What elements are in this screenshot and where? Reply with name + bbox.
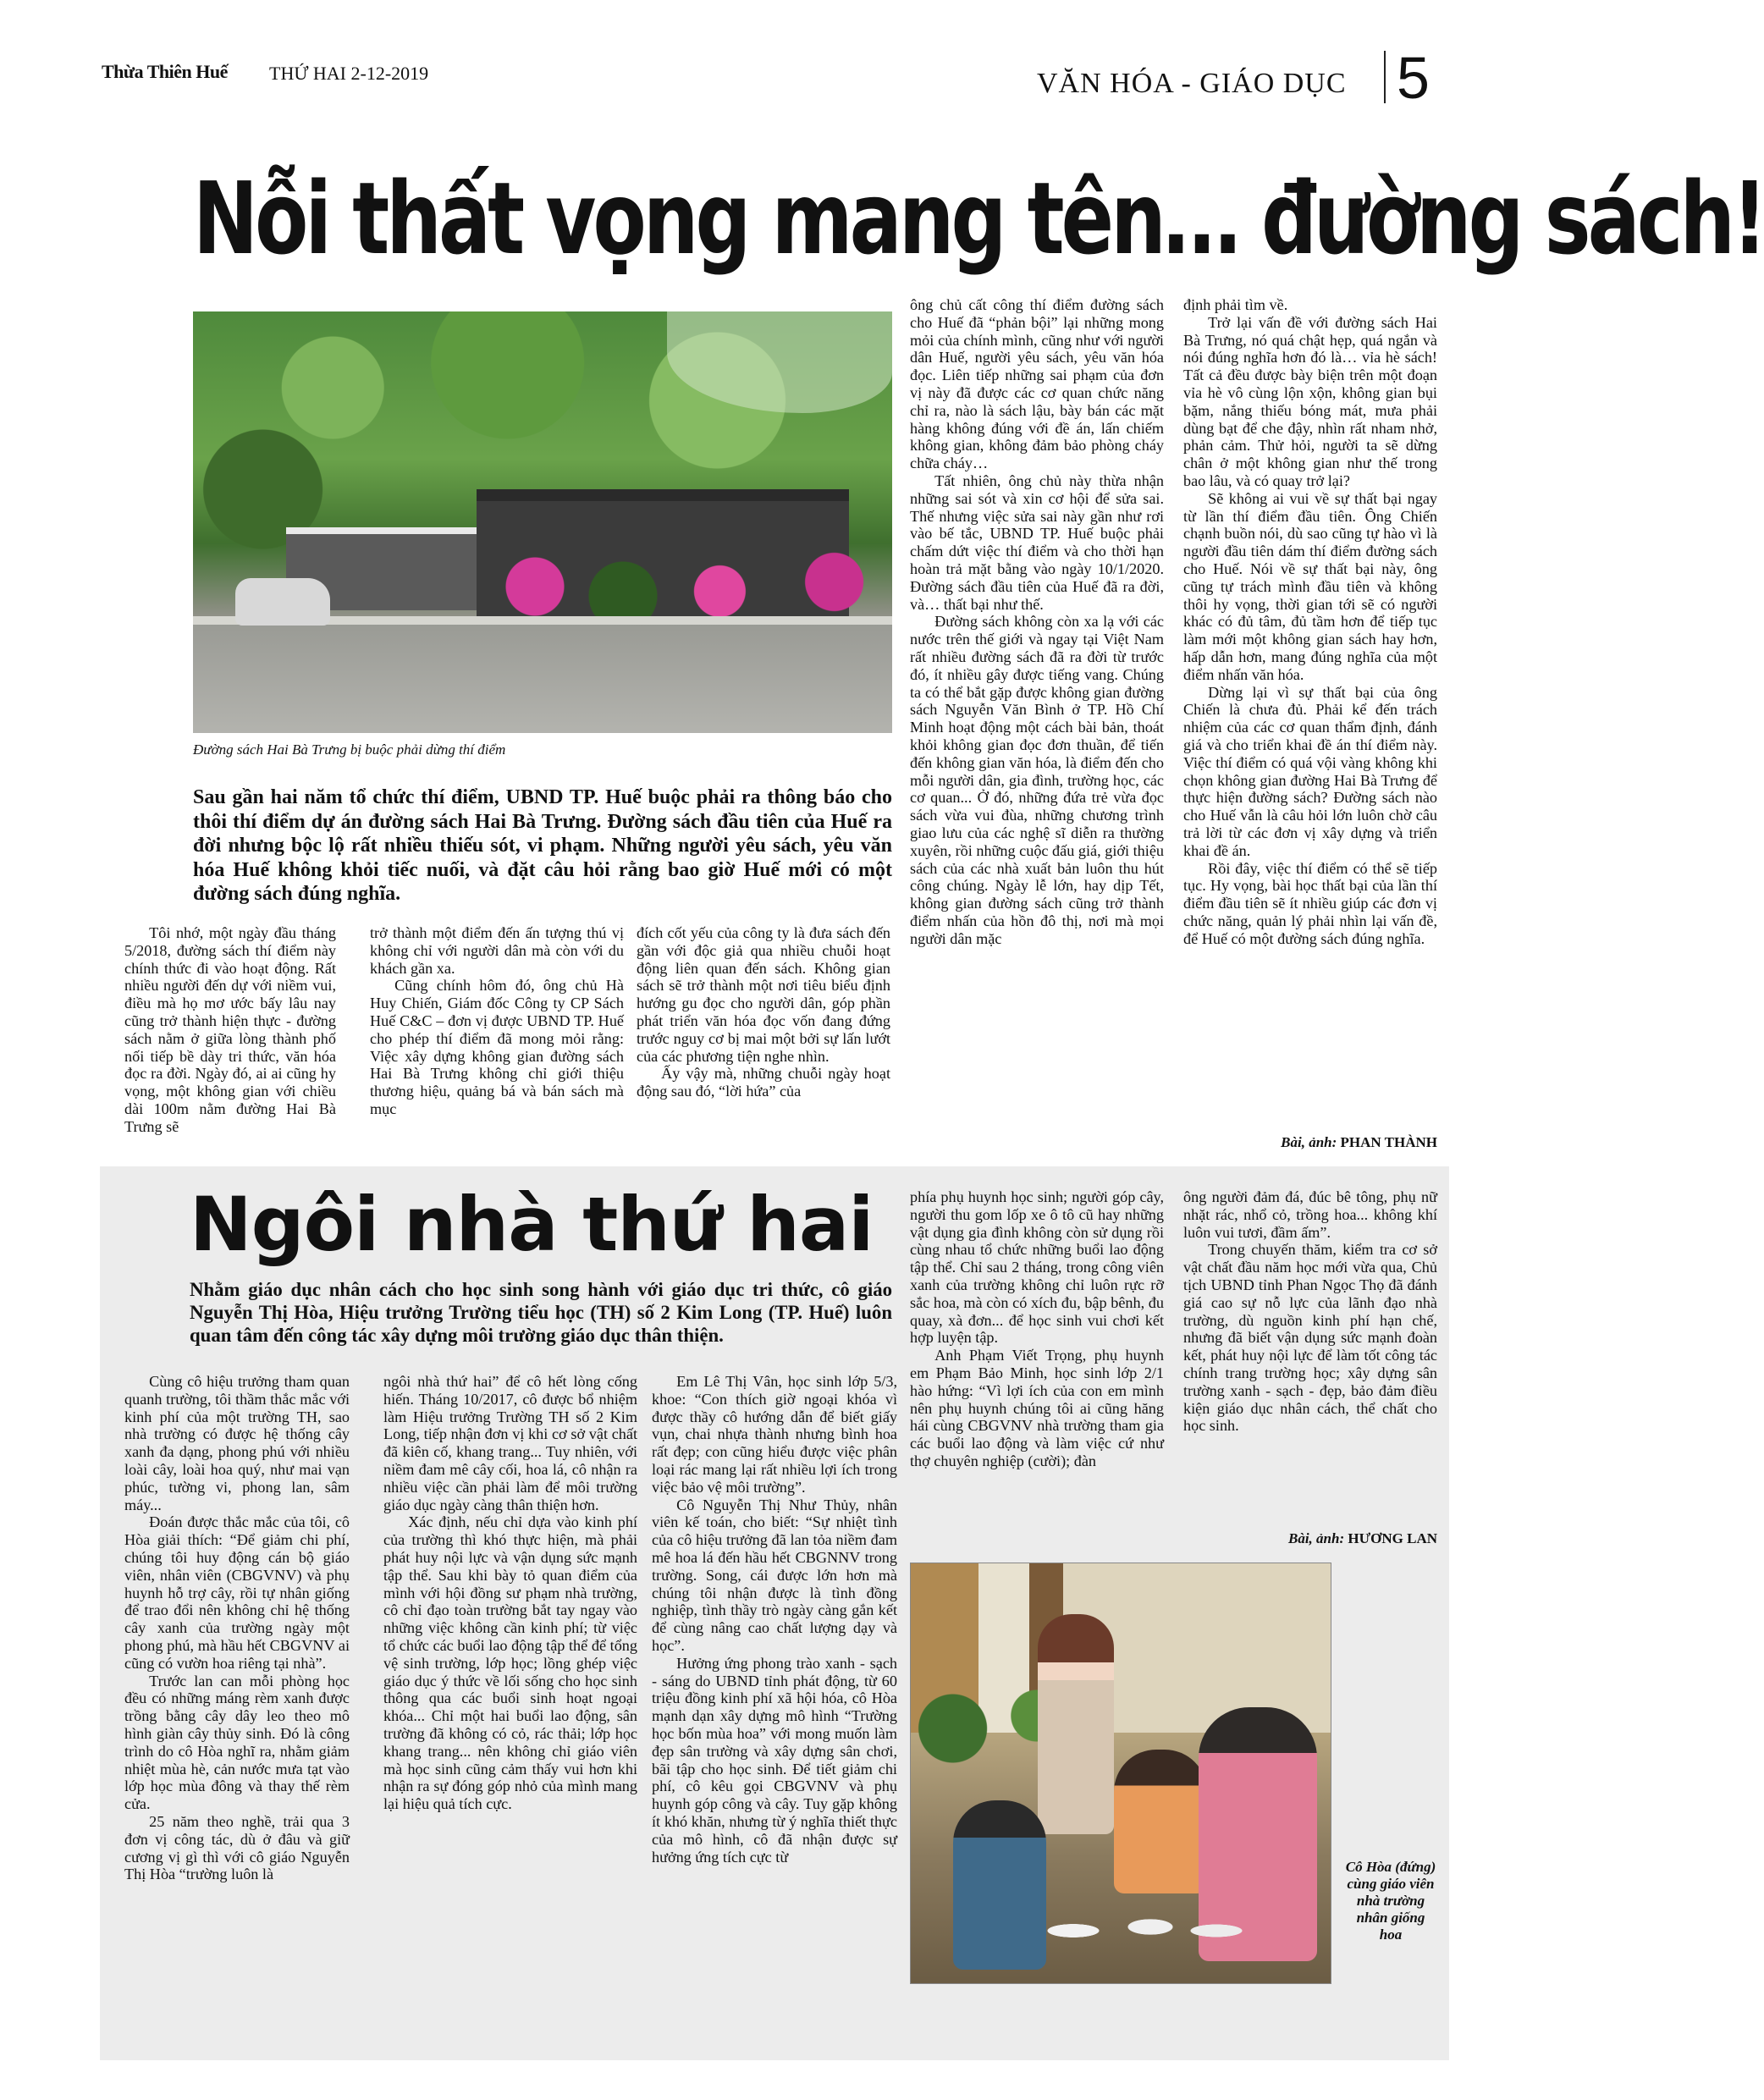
paragraph: Tôi nhớ, một ngày đầu tháng 5/2018, đường sách thí điểm này chính thức đi vào hoạt động. Rất nhiều người đến dự với niềm vui, điều mà họ mơ ước bấy lâu nay cũng trở thành hiện thực - đường sách nằm ở giữa lòng thành phố nối tiếp bề dày tri thức, văn hóa đọc ra đời. Ngày đó, ai ai cũng hy vọng, một không gian với chiều dài 100m nằm đường Hai Bà Trưng sẽ [124,924,336,1135]
header-divider [1384,51,1386,103]
paragraph: Trong chuyến thăm, kiểm tra cơ sở vật chất đầu năm học mới vừa qua, Chủ tịch UBND tỉnh Phan Ngọc Thọ đã đánh giá cao sự nỗ lực của lãnh đạo nhà trường, dù nguồn kinh phí hạn chế, nhưng đã biết vận dụng sức mạnh đoàn kết, phát huy nội lực để làm tốt công tác chính trang trường học; xây dựng sân trường xanh - sạch - đẹp, bảo đảm điều kiện giáo dục nhân cách, thể chất cho học sinh. [1183,1241,1437,1435]
byline-author: PHAN THÀNH [1340,1134,1437,1150]
article1-photo-caption: Đường sách Hai Bà Trưng bị buộc phải dừng thí điểm [193,741,506,758]
paragraph: Xác định, nếu chỉ dựa vào kinh phí của trường thì khó thực hiện, mà phải phát huy nội lực và vận dụng sức mạnh tập thể. Sau khi bày tỏ quan điểm của mình với hội đồng sư phạm nhà trường, cô chỉ đạo toàn trường bắt tay ngay vào những việc không cần kinh phí; từ việc tổ chức các buổi lao động tập thể để tổng vệ sinh trường, lớp học; lồng ghép việc giáo dục ý thức về lối sống cho học sinh thông qua các buổi sinh hoạt ngoại khóa... Chỉ một hai buổi lao động, sân trường đã không có cỏ, rác thải; lớp học khang trang... nên không chỉ giáo viên mà học sinh cũng cảm thấy vui hơn khi nhận ra sự đóng góp nhỏ của mình mang lại hiệu quả tích cực. [383,1513,637,1813]
issue-date: THỨ HAI 2-12-2019 [269,63,429,84]
section-title: VĂN HÓA - GIÁO DỤC [1037,68,1347,99]
paragraph: Rồi đây, việc thí điểm có thể sẽ tiếp tục. Hy vọng, bài học thất bại của lần thí điểm đầu tiên sẽ ít nhiều giúp các đơn vị chức năng, quản lý phải nhìn lại vấn đề, để Huế có một đường sách đúng nghĩa. [1183,859,1437,947]
paragraph: Em Lê Thị Vân, học sinh lớp 5/3, khoe: “Con thích giờ ngoại khóa vì được thầy cô hướng dẫn để biết giấy vụn, chai nhựa thành nhưng bình hoa rất đẹp; con cũng hiểu được việc phân loại rác mang lại rất nhiều lợi ích trong việc bảo vệ môi trường”. [652,1373,897,1496]
paragraph: phía phụ huynh học sinh; người góp cây, người thu gom lốp xe ô tô cũ hay những vật dụng gia đình không còn sử dụng rồi cùng nhau tổ chức những buổi lao động tập thể. Chỉ sau 2 tháng, trong công viên xanh của trường không chỉ luôn rực rỡ sắc hoa, mà còn có xích đu, bập bênh, đu quay, xà đơn... để học sinh vui chơi kết hợp luyện tập. [910,1188,1164,1347]
paragraph: Tất nhiên, ông chủ này thừa nhận những sai sót và xin cơ hội để sửa sai. Thế nhưng việc sửa sai này gần như rơi vào bế tắc, UBND TP. Huế buộc phải chấm dứt việc thí điểm và cho thời hạn hoàn trả mặt bằng vào ngày 10/1/2020. Đường sách đầu tiên của Huế đã ra đời, và… thất bại như thế. [910,471,1164,613]
paragraph: ông người đảm đá, đúc bê tông, phụ nữ nhặt rác, nhổ cỏ, trồng hoa... không khí luôn vui tươi, đầm ấm”. [1183,1188,1437,1241]
paragraph: Trước lan can mỗi phòng học đều có những máng rèm xanh được trồng bằng cây dây leo theo mô hình giàn cây thủy sinh. Đó là công trình do cô Hòa nghĩ ra, nhằm giảm nhiệt mùa hè, cản nước mưa tạt vào lớp học mùa đông và thay thế rèm cửa. [124,1672,350,1813]
article2-photo [910,1563,1331,1984]
paragraph: Cũng chính hôm đó, ông chủ Hà Huy Chiến, Giám đốc Công ty CP Sách Huế C&C – đơn vị được UBND TP. Huế cho phép thí điểm đã mong mỏi rằng: Việc xây dựng không gian đường sách Hai Bà Trưng không chỉ giới thiệu thương hiệu, quảng bá và bán sách mà mục [370,977,624,1117]
article2-photo-caption: Cô Hòa (đứng) cùng giáo viên nhà trường nhân giống hoa [1345,1859,1436,1943]
newspaper-name: Thừa Thiên Huế [102,61,228,82]
article1-column-1 [124,924,336,1136]
article1-photo [193,311,892,733]
paragraph: 25 năm theo nghề, trải qua 3 đơn vị công tác, dù ở đâu và giữ cương vị gì thì với cô giáo Nguyễn Thị Hòa “trường luôn là [124,1812,350,1883]
article1-headline: Nỗi thất vọng mang tên… đường sách! [193,160,1764,277]
paragraph: Đường sách không còn xa lạ với các nước trên thế giới và ngay tại Việt Nam rất nhiều đường sách đã ra đời từ trước đó, ít nhiều gây được tiếng vang. Chúng ta có thể bắt gặp được không gian đường sách Nguyễn Văn Bình ở TP. Hồ Chí Minh hoạt động một cách bài bản, thoát khỏi không gian đọc đơn thuần, để tiến đến không gian văn hóa, là điểm đến cho mỗi người dân, gia đình, trường học, các cơ quan... Ở đó, những đứa trẻ vừa đọc sách vừa vui đùa, những chương trình giao lưu của các nghệ sĩ diễn ra thường xuyên, rồi những cuộc đấu giá, giới thiệu sách của các nhà xuất bản luôn thu hút công chúng. Ngày lễ lớn, hay dịp Tết, không gian đường sách cũng trở thành điểm nhấn của hồn đô thị, nơi mà mọi người dân mặc [910,613,1164,947]
paragraph: ông chủ cất công thí điểm đường sách cho Huế đã “phản bội” lại những mong mỏi của chính mình, cũng như với người dân Huế, người yêu sách, yêu văn hóa đọc. Liên tiếp những sai phạm của đơn vị này đã được các cơ quan chức năng chỉ ra, nào là sách lậu, bày bán các mặt hàng không đúng với đề án, lấn chiếm không gian, không đảm bảo phòng cháy chữa cháy… [910,296,1164,472]
paragraph: Sẽ không ai vui về sự thất bại ngay từ lần thí điểm đầu tiên. Ông Chiến chạnh buồn nói, dù sao cũng tự hào vì là người đầu tiên dám thí điểm đường sách cho Huế. Nói về sự thất bại này, ông cũng tự trách mình đầu tiên và không thôi hy vọng, thời gian tới sẽ có người khác có đủ tâm, đủ tầm hơn để tiếp tục làm mới một không gian sách hay hơn, hấp dẫn hơn, mang đúng nghĩa của một điểm nhấn văn hóa. [1183,489,1437,683]
paragraph: Anh Phạm Viết Trọng, phụ huynh em Phạm Bảo Minh, học sinh lớp 2/1 hào hứng: “Vì lợi ích của con em mình nên phụ huynh chúng tôi ai cũng hăng hái cùng CBGVNV nhà trường tham gia các buổi lao động và làm việc cứ như thợ chuyên nghiệp (cười); đàn [910,1347,1164,1469]
paragraph: Đoán được thắc mắc của tôi, cô Hòa giải thích: “Để giảm chi phí, chúng tôi huy động cán bộ giáo viên, nhân viên (CBGVNV) và phụ huynh hỗ trợ cây, rồi tự nhân giống để trao đổi nên không chỉ hệ thống cây xanh của trường ngày một phong phú, mà hầu hết CBGVNV ai cũng có vườn hoa riêng tại nhà”. [124,1513,350,1672]
byline-label: Bài, ảnh: [1281,1134,1337,1150]
paragraph: Hưởng ứng phong trào xanh - sạch - sáng do UBND tỉnh phát động, từ 60 triệu đồng kinh phí xã hội hóa, cô Hòa mạnh dạn xây dựng mô hình “Trường học bốn mùa hoa” với mong muốn làm đẹp sân trường và xây dựng sân chơi, bãi tập cho học sinh. Để tiết giảm chi phí, cô kêu gọi CBGVNV và phụ huynh góp công và cây. Tuy gặp không ít khó khăn, nhưng từ ý nghĩa thiết thực của mô hình, cô đã nhận được sự hưởng ứng tích cực từ [652,1654,897,1866]
paragraph: Trở lại vấn đề với đường sách Hai Bà Trưng, nó quá chật hẹp, quá ngắn và nói đúng nghĩa hơn đó là… vỉa hè sách! Tất cả đều được bày biện trên một đoạn vỉa hè vô cùng lộn xộn, không gian bụi bặm, nắng thiếu bóng mát, mưa phải dùng bạt để che đậy, nhìn rất nham nhở, phản cảm. Thử hỏi, người ta sẽ dừng chân ở một không gian như thế trong bao lâu, và có quay trở lại? [1183,313,1437,489]
article2-headline: Ngôi nhà thứ hai [190,1181,874,1268]
article1-lead: Sau gần hai năm tổ chức thí điểm, UBND TP. Huế buộc phải ra thông báo cho thôi thí điểm dự án đường sách Hai Bà Trưng. Đường sách đầu tiên của Huế ra đời nhưng bộc lộ rất nhiều thiếu sót, vi phạm. Những người yêu sách, yêu văn hóa Huế không khỏi tiếc nuối, và đặt câu hỏi rằng bao giờ Huế mới có một đường sách đúng nghĩa. [193,786,892,905]
article2-lead: Nhằm giáo dục nhân cách cho học sinh song hành với giáo dục tri thức, cô giáo Nguyễn Thị Hòa, Hiệu trưởng Trường tiểu học (TH) số 2 Kim Long (TP. Huế) luôn quan tâm đến công tác xây dựng môi trường giáo dục thân thiện. [190,1279,892,1346]
article2-column-5 [1183,1188,1437,1435]
article2-column-3 [652,1373,897,1866]
paragraph: Ấy vậy mà, những chuỗi ngày hoạt động sau đó, “lời hứa” của [637,1065,890,1100]
article2-column-2 [383,1373,637,1813]
byline-label: Bài, ảnh: [1287,1530,1345,1546]
paragraph: đích cốt yếu của công ty là đưa sách đến gần với độc giả qua nhiều chuỗi hoạt động liên quan đến sách. Không gian sách sẽ trở thành một nơi tiêu biểu định hướng gu đọc cho người dân, góp phần phát triển văn hóa đọc vốn đang đứng trước nguy cơ bị mai một bởi sự lấn lướt của các phương tiện nghe nhìn. [637,924,890,1065]
article2-column-4 [910,1188,1164,1470]
article1-byline [1183,1134,1437,1151]
paragraph: Cô Nguyễn Thị Như Thủy, nhân viên kế toán, cho biết: “Sự nhiệt tình của cô hiệu trưởng đã lan tỏa niềm đam mê hoa lá đến hầu hết CBGNNV trong trường. Song, cái được lớn hơn mà chúng tôi nhận được là tình đồng nghiệp, tình thầy trò ngày càng gắn kết để cùng nâng cao chất lượng dạy và học”. [652,1496,897,1654]
paragraph: ngôi nhà thứ hai” để cô hết lòng cống hiến. Tháng 10/2017, cô được bổ nhiệm làm Hiệu trưởng Trường TH số 2 Kim Long, tiếp nhận đơn vị khi cơ sở vật chất đã kiên cố, khang trang... Tuy nhiên, với niềm đam mê cây cối, hoa lá, cô nhận ra nhiều việc cần phải làm để môi trường giáo dục ngày càng thân thiện hơn. [383,1373,637,1513]
article1-column-3 [637,924,890,1100]
paragraph: Cùng cô hiệu trưởng tham quan quanh trường, tôi thầm thắc mắc với kinh phí của một trường TH, sao nhà trường có được hệ thống cây xanh đa dạng, phong phú với nhiều loài cây, loài hoa quý, như mai vạn phúc, tường vi, phong lan, sâm máy... [124,1373,350,1513]
paragraph: định phải tìm về. [1183,296,1288,313]
paragraph: trở thành một điểm đến ấn tượng thú vị không chỉ với người dân mà còn với du khách gần xa. [370,924,624,977]
paragraph: Dừng lại vì sự thất bại của ông Chiến là chưa đủ. Phải kể đến trách nhiệm của các cơ quan thẩm định, đánh giá và cho triển khai đề án thí điểm này. Việc thí điểm có quá vội vàng không khi chọn không gian đường Hai Bà Trưng để thực hiện đường sách? Đường sách nào cho Huế vẫn là câu hỏi lớn luôn chờ câu trả lời từ các đơn vị xây dựng và triển khai đề án. [1183,683,1437,859]
page-number: 5 [1397,45,1430,111]
article2-column-1 [124,1373,350,1883]
article1-column-2 [370,924,624,1118]
article1-column-4 [910,296,1164,947]
article2-byline [1183,1530,1437,1547]
article1-column-5 [1183,296,1437,947]
byline-author: HƯƠNG LAN [1348,1530,1437,1546]
